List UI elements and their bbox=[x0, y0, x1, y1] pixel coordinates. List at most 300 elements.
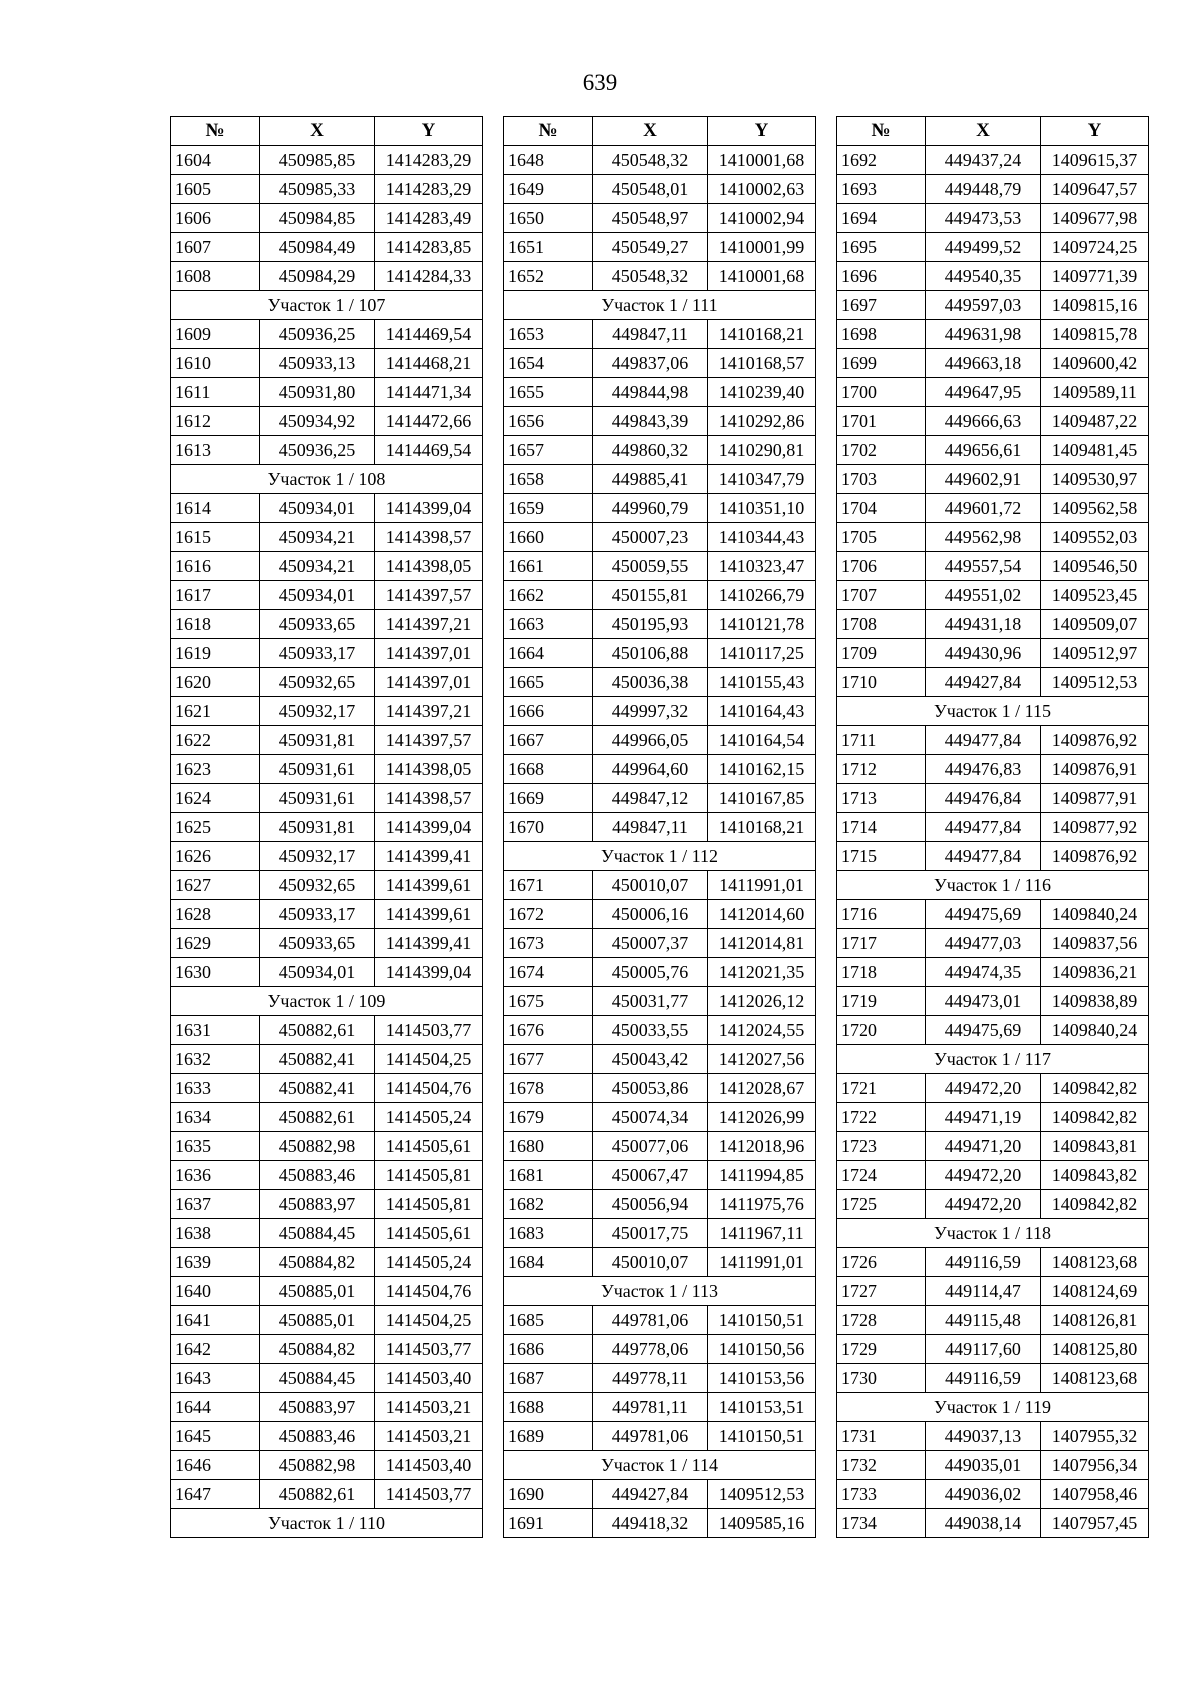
table-row bbox=[171, 813, 483, 842]
y-coordinate: 1408124,69 bbox=[1041, 1277, 1149, 1306]
x-coordinate: 450933,65 bbox=[260, 929, 375, 958]
y-coordinate: 1409815,78 bbox=[1041, 320, 1149, 349]
y-coordinate: 1414469,54 bbox=[375, 436, 483, 465]
table-row bbox=[837, 842, 1149, 871]
point-number: 1614 bbox=[171, 494, 260, 523]
point-number: 1654 bbox=[504, 349, 593, 378]
x-coordinate: 449781,11 bbox=[593, 1393, 708, 1422]
table-row bbox=[504, 784, 816, 813]
y-coordinate: 1409677,98 bbox=[1041, 204, 1149, 233]
point-number: 1675 bbox=[504, 987, 593, 1016]
point-number: 1698 bbox=[837, 320, 926, 349]
table-row bbox=[837, 958, 1149, 987]
section-title: Участок 1 / 109 bbox=[171, 987, 483, 1016]
table-row bbox=[504, 1103, 816, 1132]
y-coordinate: 1414398,05 bbox=[375, 552, 483, 581]
y-coordinate: 1414503,40 bbox=[375, 1451, 483, 1480]
table-row bbox=[171, 1422, 483, 1451]
section-title: Участок 1 / 116 bbox=[837, 871, 1149, 900]
y-coordinate: 1407955,32 bbox=[1041, 1422, 1149, 1451]
table-row bbox=[504, 1161, 816, 1190]
y-coordinate: 1409876,92 bbox=[1041, 726, 1149, 755]
x-coordinate: 449037,13 bbox=[926, 1422, 1041, 1451]
x-coordinate: 449847,11 bbox=[593, 813, 708, 842]
y-coordinate: 1411967,11 bbox=[708, 1219, 816, 1248]
table-row bbox=[504, 668, 816, 697]
y-coordinate: 1407956,34 bbox=[1041, 1451, 1149, 1480]
x-coordinate: 450931,80 bbox=[260, 378, 375, 407]
point-number: 1640 bbox=[171, 1277, 260, 1306]
table-row bbox=[171, 1277, 483, 1306]
x-coordinate: 450043,42 bbox=[593, 1045, 708, 1074]
table-row bbox=[171, 146, 483, 175]
section-title: Участок 1 / 115 bbox=[837, 697, 1149, 726]
table-row bbox=[837, 813, 1149, 842]
table-row bbox=[837, 146, 1149, 175]
x-coordinate: 450885,01 bbox=[260, 1277, 375, 1306]
point-number: 1705 bbox=[837, 523, 926, 552]
point-number: 1627 bbox=[171, 871, 260, 900]
table-row bbox=[837, 1509, 1149, 1538]
table-row bbox=[837, 1306, 1149, 1335]
x-coordinate: 449647,95 bbox=[926, 378, 1041, 407]
x-coordinate: 449035,01 bbox=[926, 1451, 1041, 1480]
point-number: 1707 bbox=[837, 581, 926, 610]
table-row bbox=[171, 204, 483, 233]
x-coordinate: 450933,65 bbox=[260, 610, 375, 639]
table-row bbox=[504, 349, 816, 378]
point-number: 1714 bbox=[837, 813, 926, 842]
point-number: 1727 bbox=[837, 1277, 926, 1306]
x-coordinate: 449477,84 bbox=[926, 726, 1041, 755]
x-coordinate: 450548,01 bbox=[593, 175, 708, 204]
table-row bbox=[837, 552, 1149, 581]
x-coordinate: 450548,32 bbox=[593, 146, 708, 175]
table-row bbox=[171, 175, 483, 204]
x-coordinate: 449471,20 bbox=[926, 1132, 1041, 1161]
y-coordinate: 1410162,15 bbox=[708, 755, 816, 784]
point-number: 1724 bbox=[837, 1161, 926, 1190]
table-row bbox=[171, 1161, 483, 1190]
y-coordinate: 1414503,21 bbox=[375, 1422, 483, 1451]
point-number: 1719 bbox=[837, 987, 926, 1016]
y-coordinate: 1410164,43 bbox=[708, 697, 816, 726]
table-row bbox=[504, 1190, 816, 1219]
table-row bbox=[171, 697, 483, 726]
table-row bbox=[504, 987, 816, 1016]
point-number: 1701 bbox=[837, 407, 926, 436]
table-row bbox=[504, 1045, 816, 1074]
point-number: 1617 bbox=[171, 581, 260, 610]
x-coordinate: 450882,61 bbox=[260, 1103, 375, 1132]
section-title: Участок 1 / 111 bbox=[504, 291, 816, 320]
table-row bbox=[837, 465, 1149, 494]
y-coordinate: 1409842,82 bbox=[1041, 1074, 1149, 1103]
section-row bbox=[837, 1219, 1149, 1248]
x-coordinate: 449631,98 bbox=[926, 320, 1041, 349]
point-number: 1734 bbox=[837, 1509, 926, 1538]
table-header-row bbox=[837, 117, 1149, 146]
point-number: 1725 bbox=[837, 1190, 926, 1219]
x-coordinate: 450934,01 bbox=[260, 494, 375, 523]
point-number: 1637 bbox=[171, 1190, 260, 1219]
section-title: Участок 1 / 117 bbox=[837, 1045, 1149, 1074]
section-row bbox=[171, 291, 483, 320]
y-coordinate: 1414283,29 bbox=[375, 175, 483, 204]
point-number: 1688 bbox=[504, 1393, 593, 1422]
section-row bbox=[171, 1509, 483, 1538]
y-coordinate: 1414283,49 bbox=[375, 204, 483, 233]
point-number: 1732 bbox=[837, 1451, 926, 1480]
point-number: 1618 bbox=[171, 610, 260, 639]
y-coordinate: 1409837,56 bbox=[1041, 929, 1149, 958]
x-coordinate: 450933,17 bbox=[260, 900, 375, 929]
x-coordinate: 450934,01 bbox=[260, 958, 375, 987]
section-row bbox=[504, 842, 816, 871]
table-row bbox=[504, 929, 816, 958]
x-coordinate: 450884,45 bbox=[260, 1219, 375, 1248]
point-number: 1676 bbox=[504, 1016, 593, 1045]
table-row bbox=[837, 784, 1149, 813]
y-coordinate: 1409530,97 bbox=[1041, 465, 1149, 494]
y-coordinate: 1410153,51 bbox=[708, 1393, 816, 1422]
table-row bbox=[504, 1016, 816, 1045]
x-coordinate: 449427,84 bbox=[926, 668, 1041, 697]
y-coordinate: 1414283,29 bbox=[375, 146, 483, 175]
table-row bbox=[837, 349, 1149, 378]
section-title: Участок 1 / 107 bbox=[171, 291, 483, 320]
y-coordinate: 1409838,89 bbox=[1041, 987, 1149, 1016]
point-number: 1628 bbox=[171, 900, 260, 929]
x-coordinate: 449778,11 bbox=[593, 1364, 708, 1393]
x-coordinate: 449997,32 bbox=[593, 697, 708, 726]
x-coordinate: 449038,14 bbox=[926, 1509, 1041, 1538]
section-row bbox=[171, 987, 483, 1016]
table-row bbox=[837, 407, 1149, 436]
point-number: 1643 bbox=[171, 1364, 260, 1393]
table-row bbox=[504, 146, 816, 175]
y-coordinate: 1414399,61 bbox=[375, 900, 483, 929]
point-number: 1674 bbox=[504, 958, 593, 987]
y-coordinate: 1414398,57 bbox=[375, 523, 483, 552]
y-coordinate: 1410117,25 bbox=[708, 639, 816, 668]
section-title: Участок 1 / 119 bbox=[837, 1393, 1149, 1422]
point-number: 1679 bbox=[504, 1103, 593, 1132]
x-coordinate: 449477,84 bbox=[926, 842, 1041, 871]
x-coordinate: 449860,32 bbox=[593, 436, 708, 465]
x-coordinate: 450933,13 bbox=[260, 349, 375, 378]
x-coordinate: 449843,39 bbox=[593, 407, 708, 436]
y-coordinate: 1414504,76 bbox=[375, 1277, 483, 1306]
point-number: 1709 bbox=[837, 639, 926, 668]
y-coordinate: 1409512,97 bbox=[1041, 639, 1149, 668]
point-number: 1647 bbox=[171, 1480, 260, 1509]
point-number: 1682 bbox=[504, 1190, 593, 1219]
section-row bbox=[837, 1393, 1149, 1422]
point-number: 1723 bbox=[837, 1132, 926, 1161]
table-row bbox=[504, 320, 816, 349]
point-number: 1689 bbox=[504, 1422, 593, 1451]
y-coordinate: 1410168,57 bbox=[708, 349, 816, 378]
y-coordinate: 1409600,42 bbox=[1041, 349, 1149, 378]
point-number: 1680 bbox=[504, 1132, 593, 1161]
y-coordinate: 1409836,21 bbox=[1041, 958, 1149, 987]
table-row bbox=[837, 1016, 1149, 1045]
point-number: 1730 bbox=[837, 1364, 926, 1393]
table-row bbox=[171, 436, 483, 465]
y-coordinate: 1414504,76 bbox=[375, 1074, 483, 1103]
x-coordinate: 449472,20 bbox=[926, 1161, 1041, 1190]
table-row bbox=[837, 610, 1149, 639]
table-row bbox=[504, 204, 816, 233]
table-row bbox=[504, 1219, 816, 1248]
section-row bbox=[504, 1451, 816, 1480]
y-coordinate: 1409840,24 bbox=[1041, 900, 1149, 929]
table-row bbox=[504, 1422, 816, 1451]
point-number: 1692 bbox=[837, 146, 926, 175]
x-coordinate: 450056,94 bbox=[593, 1190, 708, 1219]
table-row bbox=[837, 929, 1149, 958]
y-coordinate: 1414399,04 bbox=[375, 958, 483, 987]
y-coordinate: 1410351,10 bbox=[708, 494, 816, 523]
table-row bbox=[837, 1103, 1149, 1132]
x-coordinate: 449847,12 bbox=[593, 784, 708, 813]
x-coordinate: 450548,32 bbox=[593, 262, 708, 291]
point-number: 1610 bbox=[171, 349, 260, 378]
section-title: Участок 1 / 110 bbox=[171, 1509, 483, 1538]
point-number: 1607 bbox=[171, 233, 260, 262]
x-coordinate: 450017,75 bbox=[593, 1219, 708, 1248]
y-coordinate: 1411991,01 bbox=[708, 1248, 816, 1277]
point-number: 1673 bbox=[504, 929, 593, 958]
point-number: 1631 bbox=[171, 1016, 260, 1045]
x-coordinate: 449475,69 bbox=[926, 900, 1041, 929]
table-row bbox=[837, 1161, 1149, 1190]
x-coordinate: 449656,61 bbox=[926, 436, 1041, 465]
table-row bbox=[837, 639, 1149, 668]
x-coordinate: 450931,81 bbox=[260, 813, 375, 842]
y-coordinate: 1410150,51 bbox=[708, 1306, 816, 1335]
y-coordinate: 1409552,03 bbox=[1041, 523, 1149, 552]
point-number: 1716 bbox=[837, 900, 926, 929]
point-number: 1717 bbox=[837, 929, 926, 958]
table-row bbox=[504, 900, 816, 929]
x-coordinate: 449427,84 bbox=[593, 1480, 708, 1509]
y-coordinate: 1409585,16 bbox=[708, 1509, 816, 1538]
point-number: 1690 bbox=[504, 1480, 593, 1509]
x-coordinate: 450934,21 bbox=[260, 523, 375, 552]
point-number: 1608 bbox=[171, 262, 260, 291]
x-coordinate: 449430,96 bbox=[926, 639, 1041, 668]
y-coordinate: 1409615,37 bbox=[1041, 146, 1149, 175]
x-coordinate: 449499,52 bbox=[926, 233, 1041, 262]
y-coordinate: 1409877,92 bbox=[1041, 813, 1149, 842]
point-number: 1662 bbox=[504, 581, 593, 610]
point-number: 1623 bbox=[171, 755, 260, 784]
y-coordinate: 1410001,68 bbox=[708, 146, 816, 175]
table-row bbox=[171, 378, 483, 407]
y-coordinate: 1410121,78 bbox=[708, 610, 816, 639]
x-coordinate: 450885,01 bbox=[260, 1306, 375, 1335]
x-coordinate: 449475,69 bbox=[926, 1016, 1041, 1045]
y-coordinate: 1409509,07 bbox=[1041, 610, 1149, 639]
y-coordinate: 1414505,24 bbox=[375, 1103, 483, 1132]
x-coordinate: 449602,91 bbox=[926, 465, 1041, 494]
y-coordinate: 1414469,54 bbox=[375, 320, 483, 349]
x-coordinate: 449966,05 bbox=[593, 726, 708, 755]
table-row bbox=[504, 581, 816, 610]
x-coordinate: 449964,60 bbox=[593, 755, 708, 784]
table-row bbox=[504, 697, 816, 726]
y-coordinate: 1409840,24 bbox=[1041, 1016, 1149, 1045]
point-number: 1695 bbox=[837, 233, 926, 262]
point-number: 1635 bbox=[171, 1132, 260, 1161]
y-coordinate: 1412014,81 bbox=[708, 929, 816, 958]
x-coordinate: 449472,20 bbox=[926, 1074, 1041, 1103]
point-number: 1691 bbox=[504, 1509, 593, 1538]
y-coordinate: 1410266,79 bbox=[708, 581, 816, 610]
point-number: 1651 bbox=[504, 233, 593, 262]
x-coordinate: 449960,79 bbox=[593, 494, 708, 523]
table-row bbox=[837, 987, 1149, 1016]
y-coordinate: 1409724,25 bbox=[1041, 233, 1149, 262]
point-number: 1626 bbox=[171, 842, 260, 871]
table-row bbox=[171, 262, 483, 291]
y-coordinate: 1414397,57 bbox=[375, 581, 483, 610]
y-coordinate: 1410290,81 bbox=[708, 436, 816, 465]
table-row bbox=[837, 668, 1149, 697]
point-number: 1615 bbox=[171, 523, 260, 552]
table-row bbox=[837, 1132, 1149, 1161]
y-coordinate: 1410292,86 bbox=[708, 407, 816, 436]
x-coordinate: 450934,92 bbox=[260, 407, 375, 436]
y-coordinate: 1414505,61 bbox=[375, 1132, 483, 1161]
point-number: 1636 bbox=[171, 1161, 260, 1190]
y-coordinate: 1414399,61 bbox=[375, 871, 483, 900]
y-coordinate: 1414504,25 bbox=[375, 1306, 483, 1335]
x-coordinate: 449472,20 bbox=[926, 1190, 1041, 1219]
point-number: 1606 bbox=[171, 204, 260, 233]
y-coordinate: 1410164,54 bbox=[708, 726, 816, 755]
y-coordinate: 1414283,85 bbox=[375, 233, 483, 262]
point-number: 1713 bbox=[837, 784, 926, 813]
x-coordinate: 450883,46 bbox=[260, 1161, 375, 1190]
y-coordinate: 1414398,05 bbox=[375, 755, 483, 784]
table-row bbox=[504, 523, 816, 552]
x-coordinate: 450195,93 bbox=[593, 610, 708, 639]
y-coordinate: 1409481,45 bbox=[1041, 436, 1149, 465]
x-coordinate: 449116,59 bbox=[926, 1248, 1041, 1277]
point-number: 1624 bbox=[171, 784, 260, 813]
x-coordinate: 449477,03 bbox=[926, 929, 1041, 958]
table-row bbox=[504, 233, 816, 262]
y-coordinate: 1414468,21 bbox=[375, 349, 483, 378]
point-number: 1663 bbox=[504, 610, 593, 639]
table-header-row bbox=[171, 117, 483, 146]
y-coordinate: 1412018,96 bbox=[708, 1132, 816, 1161]
y-coordinate: 1410150,56 bbox=[708, 1335, 816, 1364]
y-coordinate: 1414284,33 bbox=[375, 262, 483, 291]
y-coordinate: 1414503,77 bbox=[375, 1016, 483, 1045]
table-row bbox=[504, 465, 816, 494]
point-number: 1715 bbox=[837, 842, 926, 871]
table-row bbox=[504, 871, 816, 900]
table-row bbox=[837, 1422, 1149, 1451]
header-x: X bbox=[926, 117, 1041, 146]
point-number: 1694 bbox=[837, 204, 926, 233]
section-row bbox=[837, 871, 1149, 900]
section-title: Участок 1 / 118 bbox=[837, 1219, 1149, 1248]
x-coordinate: 450984,85 bbox=[260, 204, 375, 233]
x-coordinate: 449844,98 bbox=[593, 378, 708, 407]
y-coordinate: 1410167,85 bbox=[708, 784, 816, 813]
y-coordinate: 1409589,11 bbox=[1041, 378, 1149, 407]
y-coordinate: 1412027,56 bbox=[708, 1045, 816, 1074]
table-row bbox=[171, 349, 483, 378]
x-coordinate: 450984,49 bbox=[260, 233, 375, 262]
point-number: 1653 bbox=[504, 320, 593, 349]
x-coordinate: 450106,88 bbox=[593, 639, 708, 668]
y-coordinate: 1414504,25 bbox=[375, 1045, 483, 1074]
header-y: Y bbox=[708, 117, 816, 146]
point-number: 1625 bbox=[171, 813, 260, 842]
table-row bbox=[171, 233, 483, 262]
x-coordinate: 450882,61 bbox=[260, 1016, 375, 1045]
point-number: 1686 bbox=[504, 1335, 593, 1364]
table-row bbox=[837, 1364, 1149, 1393]
table-row bbox=[504, 1132, 816, 1161]
y-coordinate: 1409815,16 bbox=[1041, 291, 1149, 320]
table-row bbox=[837, 1277, 1149, 1306]
table-row bbox=[837, 494, 1149, 523]
table-row bbox=[504, 262, 816, 291]
x-coordinate: 450883,46 bbox=[260, 1422, 375, 1451]
table-row bbox=[171, 1074, 483, 1103]
x-coordinate: 450932,17 bbox=[260, 842, 375, 871]
point-number: 1687 bbox=[504, 1364, 593, 1393]
y-coordinate: 1409843,82 bbox=[1041, 1161, 1149, 1190]
table-row bbox=[837, 523, 1149, 552]
x-coordinate: 450933,17 bbox=[260, 639, 375, 668]
table-row bbox=[171, 1016, 483, 1045]
point-number: 1720 bbox=[837, 1016, 926, 1045]
table-row bbox=[504, 378, 816, 407]
table-row bbox=[837, 320, 1149, 349]
y-coordinate: 1414503,77 bbox=[375, 1335, 483, 1364]
y-coordinate: 1414505,81 bbox=[375, 1161, 483, 1190]
y-coordinate: 1414505,61 bbox=[375, 1219, 483, 1248]
y-coordinate: 1414397,21 bbox=[375, 610, 483, 639]
y-coordinate: 1408125,80 bbox=[1041, 1335, 1149, 1364]
point-number: 1649 bbox=[504, 175, 593, 204]
table-row bbox=[837, 1074, 1149, 1103]
y-coordinate: 1412028,67 bbox=[708, 1074, 816, 1103]
point-number: 1711 bbox=[837, 726, 926, 755]
table-row bbox=[171, 581, 483, 610]
table-row bbox=[504, 552, 816, 581]
table-row bbox=[504, 1335, 816, 1364]
y-coordinate: 1409647,57 bbox=[1041, 175, 1149, 204]
y-coordinate: 1409512,53 bbox=[708, 1480, 816, 1509]
y-coordinate: 1409512,53 bbox=[1041, 668, 1149, 697]
point-number: 1648 bbox=[504, 146, 593, 175]
x-coordinate: 450007,23 bbox=[593, 523, 708, 552]
y-coordinate: 1414505,81 bbox=[375, 1190, 483, 1219]
y-coordinate: 1414503,77 bbox=[375, 1480, 483, 1509]
x-coordinate: 449476,83 bbox=[926, 755, 1041, 784]
y-coordinate: 1414503,21 bbox=[375, 1393, 483, 1422]
table-row bbox=[171, 929, 483, 958]
